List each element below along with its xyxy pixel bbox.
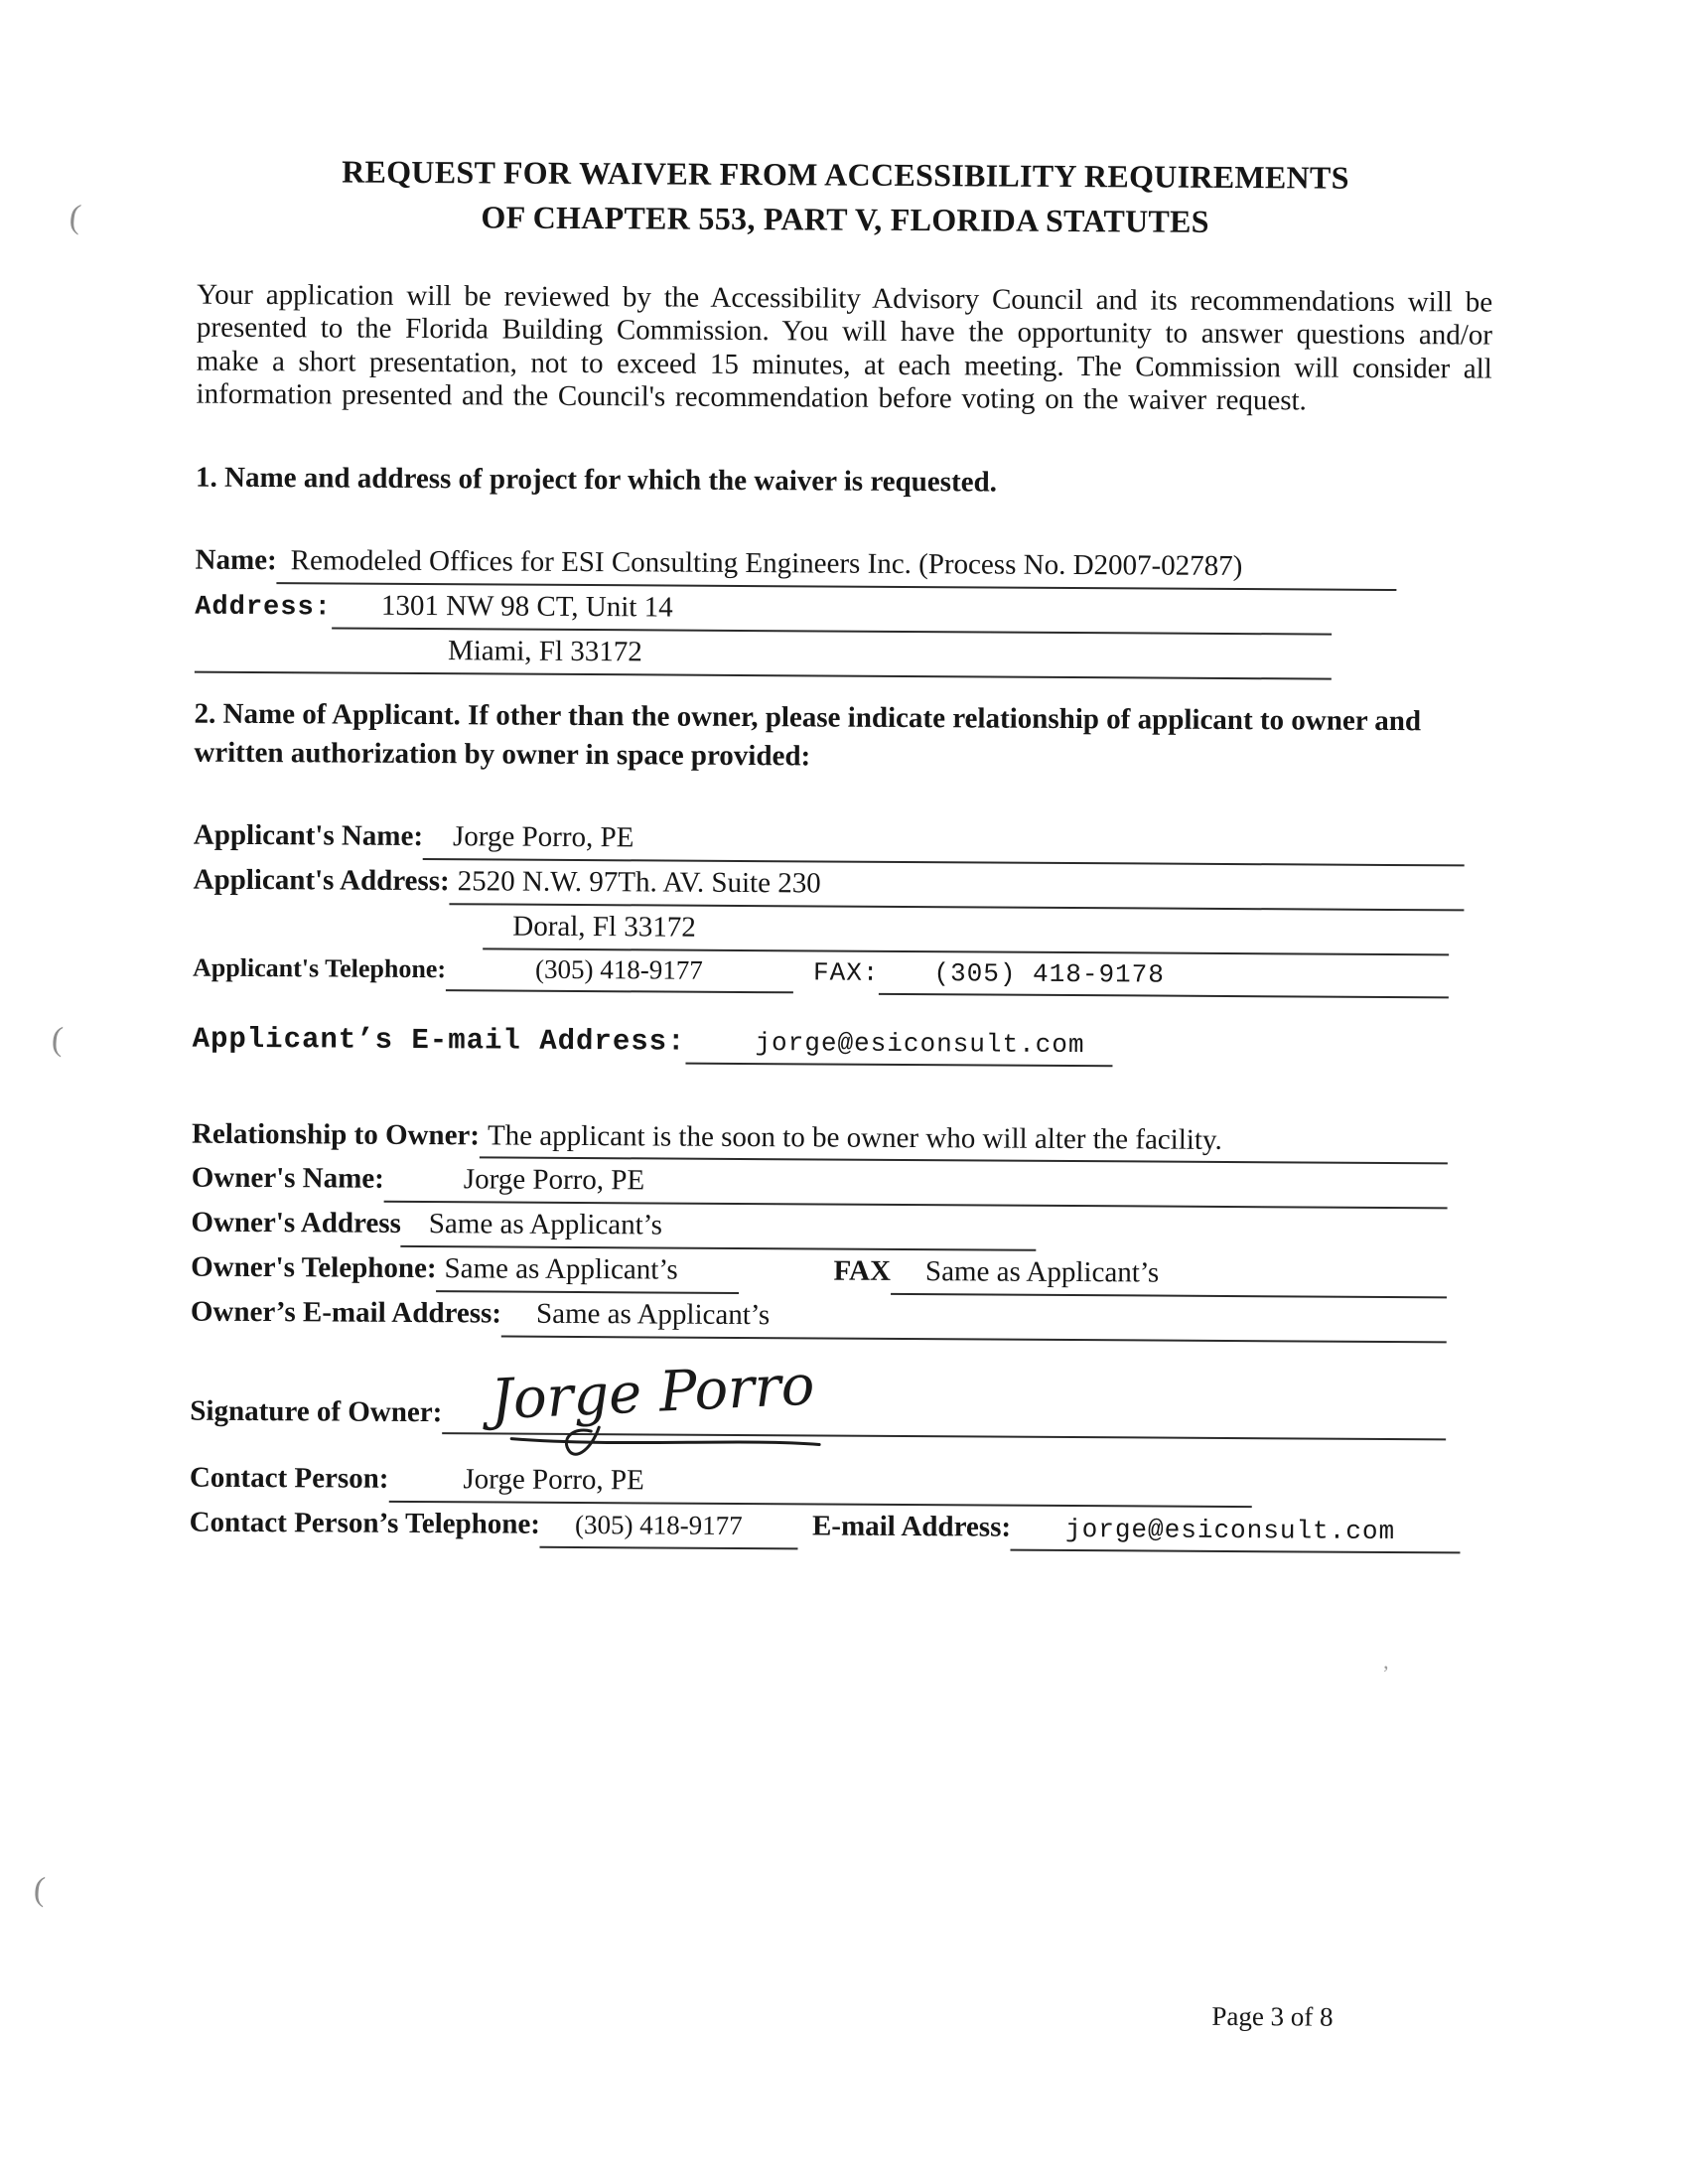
scan-artifact: ( (50, 1020, 65, 1059)
owner-fax-value: Same as Applicant’s (924, 1255, 1160, 1289)
owner-fax-label: FAX (833, 1254, 892, 1288)
svg-text:Jorge Porro: Jorge Porro (489, 1353, 816, 1433)
applicant-fax-field (879, 953, 1449, 998)
applicant-address-field2 (483, 906, 1449, 956)
project-address-field (332, 585, 1333, 636)
applicant-address-row2 (193, 904, 1488, 956)
applicant-email-value: jorge@esiconsult.com (755, 1027, 1085, 1060)
owner-name-row (192, 1157, 1487, 1210)
contact-email-label: E-mail Address: (811, 1510, 1012, 1543)
applicant-address-line1: 2520 N.W. 97Th. AV. Suite 230 (457, 865, 821, 900)
applicant-address-field (450, 861, 1465, 912)
owner-email-label: Owner’s E-mail Address: (190, 1295, 502, 1330)
project-address-line2: Miami, Fl 33172 (447, 635, 642, 668)
owner-phone-label: Owner's Telephone: (191, 1250, 437, 1285)
contact-phone-label: Contact Person’s Telephone: (189, 1506, 541, 1540)
applicant-phone-value: (305) 418-9177 (534, 953, 703, 985)
contact-phone-value: (305) 418-9177 (574, 1509, 743, 1540)
owner-email-row (191, 1291, 1486, 1344)
relationship-value: The applicant is the soon to be owner who will alter the facility. (487, 1118, 1222, 1156)
owner-phone-value: Same as Applicant’s (444, 1252, 678, 1286)
contact-email-value: jorge@esiconsult.com (1064, 1514, 1396, 1546)
scan-artifact: ( (32, 1870, 47, 1909)
owner-signature-field (442, 1353, 1446, 1440)
scan-artifact: ( (68, 198, 83, 236)
applicant-phone-field (446, 949, 793, 993)
applicant-address-row (193, 859, 1488, 912)
applicant-phone-row (193, 948, 1488, 998)
owner-email-field (501, 1293, 1447, 1344)
relationship-row (192, 1112, 1487, 1165)
owner-fax-field (891, 1250, 1447, 1298)
project-name-row (195, 539, 1490, 592)
title-line-2: OF CHAPTER 553, PART V, FLORIDA STATUTES (481, 199, 1209, 240)
project-name-value: Remodeled Offices for ESI Consulting Engineers Inc. (Process No. D2007-02787) (290, 544, 1243, 583)
applicant-name-field (423, 815, 1465, 866)
applicant-name-row (194, 814, 1489, 867)
project-address-row2 (195, 629, 1490, 681)
applicant-address-label: Applicant's Address: (193, 863, 450, 898)
applicant-fax-label: FAX: (812, 957, 880, 988)
document-page (187, 0, 1494, 2033)
indent-spacer (193, 934, 483, 936)
section1-heading: 1. Name and address of project for which the waiver is requested. (195, 461, 998, 499)
owner-signature (482, 1347, 919, 1469)
owner-phone-row (191, 1246, 1486, 1299)
owner-name-label: Owner's Name: (191, 1162, 384, 1196)
contact-email-field (1011, 1507, 1461, 1554)
relationship-label: Relationship to Owner: (191, 1117, 481, 1151)
owner-address-label: Owner's Address (191, 1206, 401, 1240)
relationship-field (480, 1114, 1448, 1165)
applicant-phone-label: Applicant's Telephone: (192, 952, 447, 984)
intro-paragraph: Your application will be reviewed by the Accessibility Advisory Council and its recommendations will be presented to the Florida Building Commission. You will have the opportunity to answer questions and/or make a short presentation, not to exceed 15 minutes, at each meeting. The Commission will consider all information presented and the Council's recommendation before voting on the waiver request. (196, 278, 1493, 417)
applicant-name-value: Jorge Porro, PE (452, 820, 634, 854)
contact-phone-row (189, 1502, 1484, 1554)
owner-signature-row (190, 1346, 1486, 1441)
section2-heading: 2. Name of Applicant. If other than the owner, please indicate relationship of applicant to owner and written authorization by owner in space provided: (194, 697, 1422, 773)
owner-email-value: Same as Applicant’s (535, 1297, 771, 1332)
project-address-line1: 1301 NW 98 CT, Unit 14 (380, 590, 673, 624)
project-address-field2 (195, 629, 1332, 680)
applicant-name-label: Applicant's Name: (193, 819, 424, 853)
applicant-email-row (192, 1016, 1487, 1069)
project-name-label: Name: (195, 544, 277, 577)
project-address-label: Address: (195, 592, 332, 624)
applicant-address-line2: Doral, Fl 33172 (512, 910, 696, 944)
owner-address-value: Same as Applicant’s (428, 1208, 663, 1241)
page-number: Page 3 of 8 (1211, 2000, 1334, 2032)
owner-name-value: Jorge Porro, PE (463, 1163, 645, 1197)
owner-signature-label: Signature of Owner: (190, 1394, 443, 1429)
contact-phone-field (540, 1504, 798, 1549)
owner-address-field (401, 1203, 1037, 1251)
scan-artifact: ’ (1382, 1661, 1390, 1685)
document-title (198, 149, 1494, 247)
owner-name-field (384, 1158, 1448, 1209)
owner-address-row (191, 1202, 1486, 1254)
owner-phone-field (436, 1247, 739, 1294)
project-address-row (195, 584, 1490, 637)
applicant-email-field (685, 1019, 1112, 1067)
title-line-1: REQUEST FOR WAIVER FROM ACCESSIBILITY REQUIREMENTS (342, 153, 1349, 196)
applicant-email-label: Applicant’s E-mail Address: (192, 1022, 686, 1059)
applicant-fax-value: (305) 418-9178 (933, 958, 1165, 990)
contact-person-value: Jorge Porro, PE (463, 1463, 644, 1497)
contact-person-label: Contact Person: (189, 1461, 389, 1495)
project-name-field (277, 540, 1397, 592)
